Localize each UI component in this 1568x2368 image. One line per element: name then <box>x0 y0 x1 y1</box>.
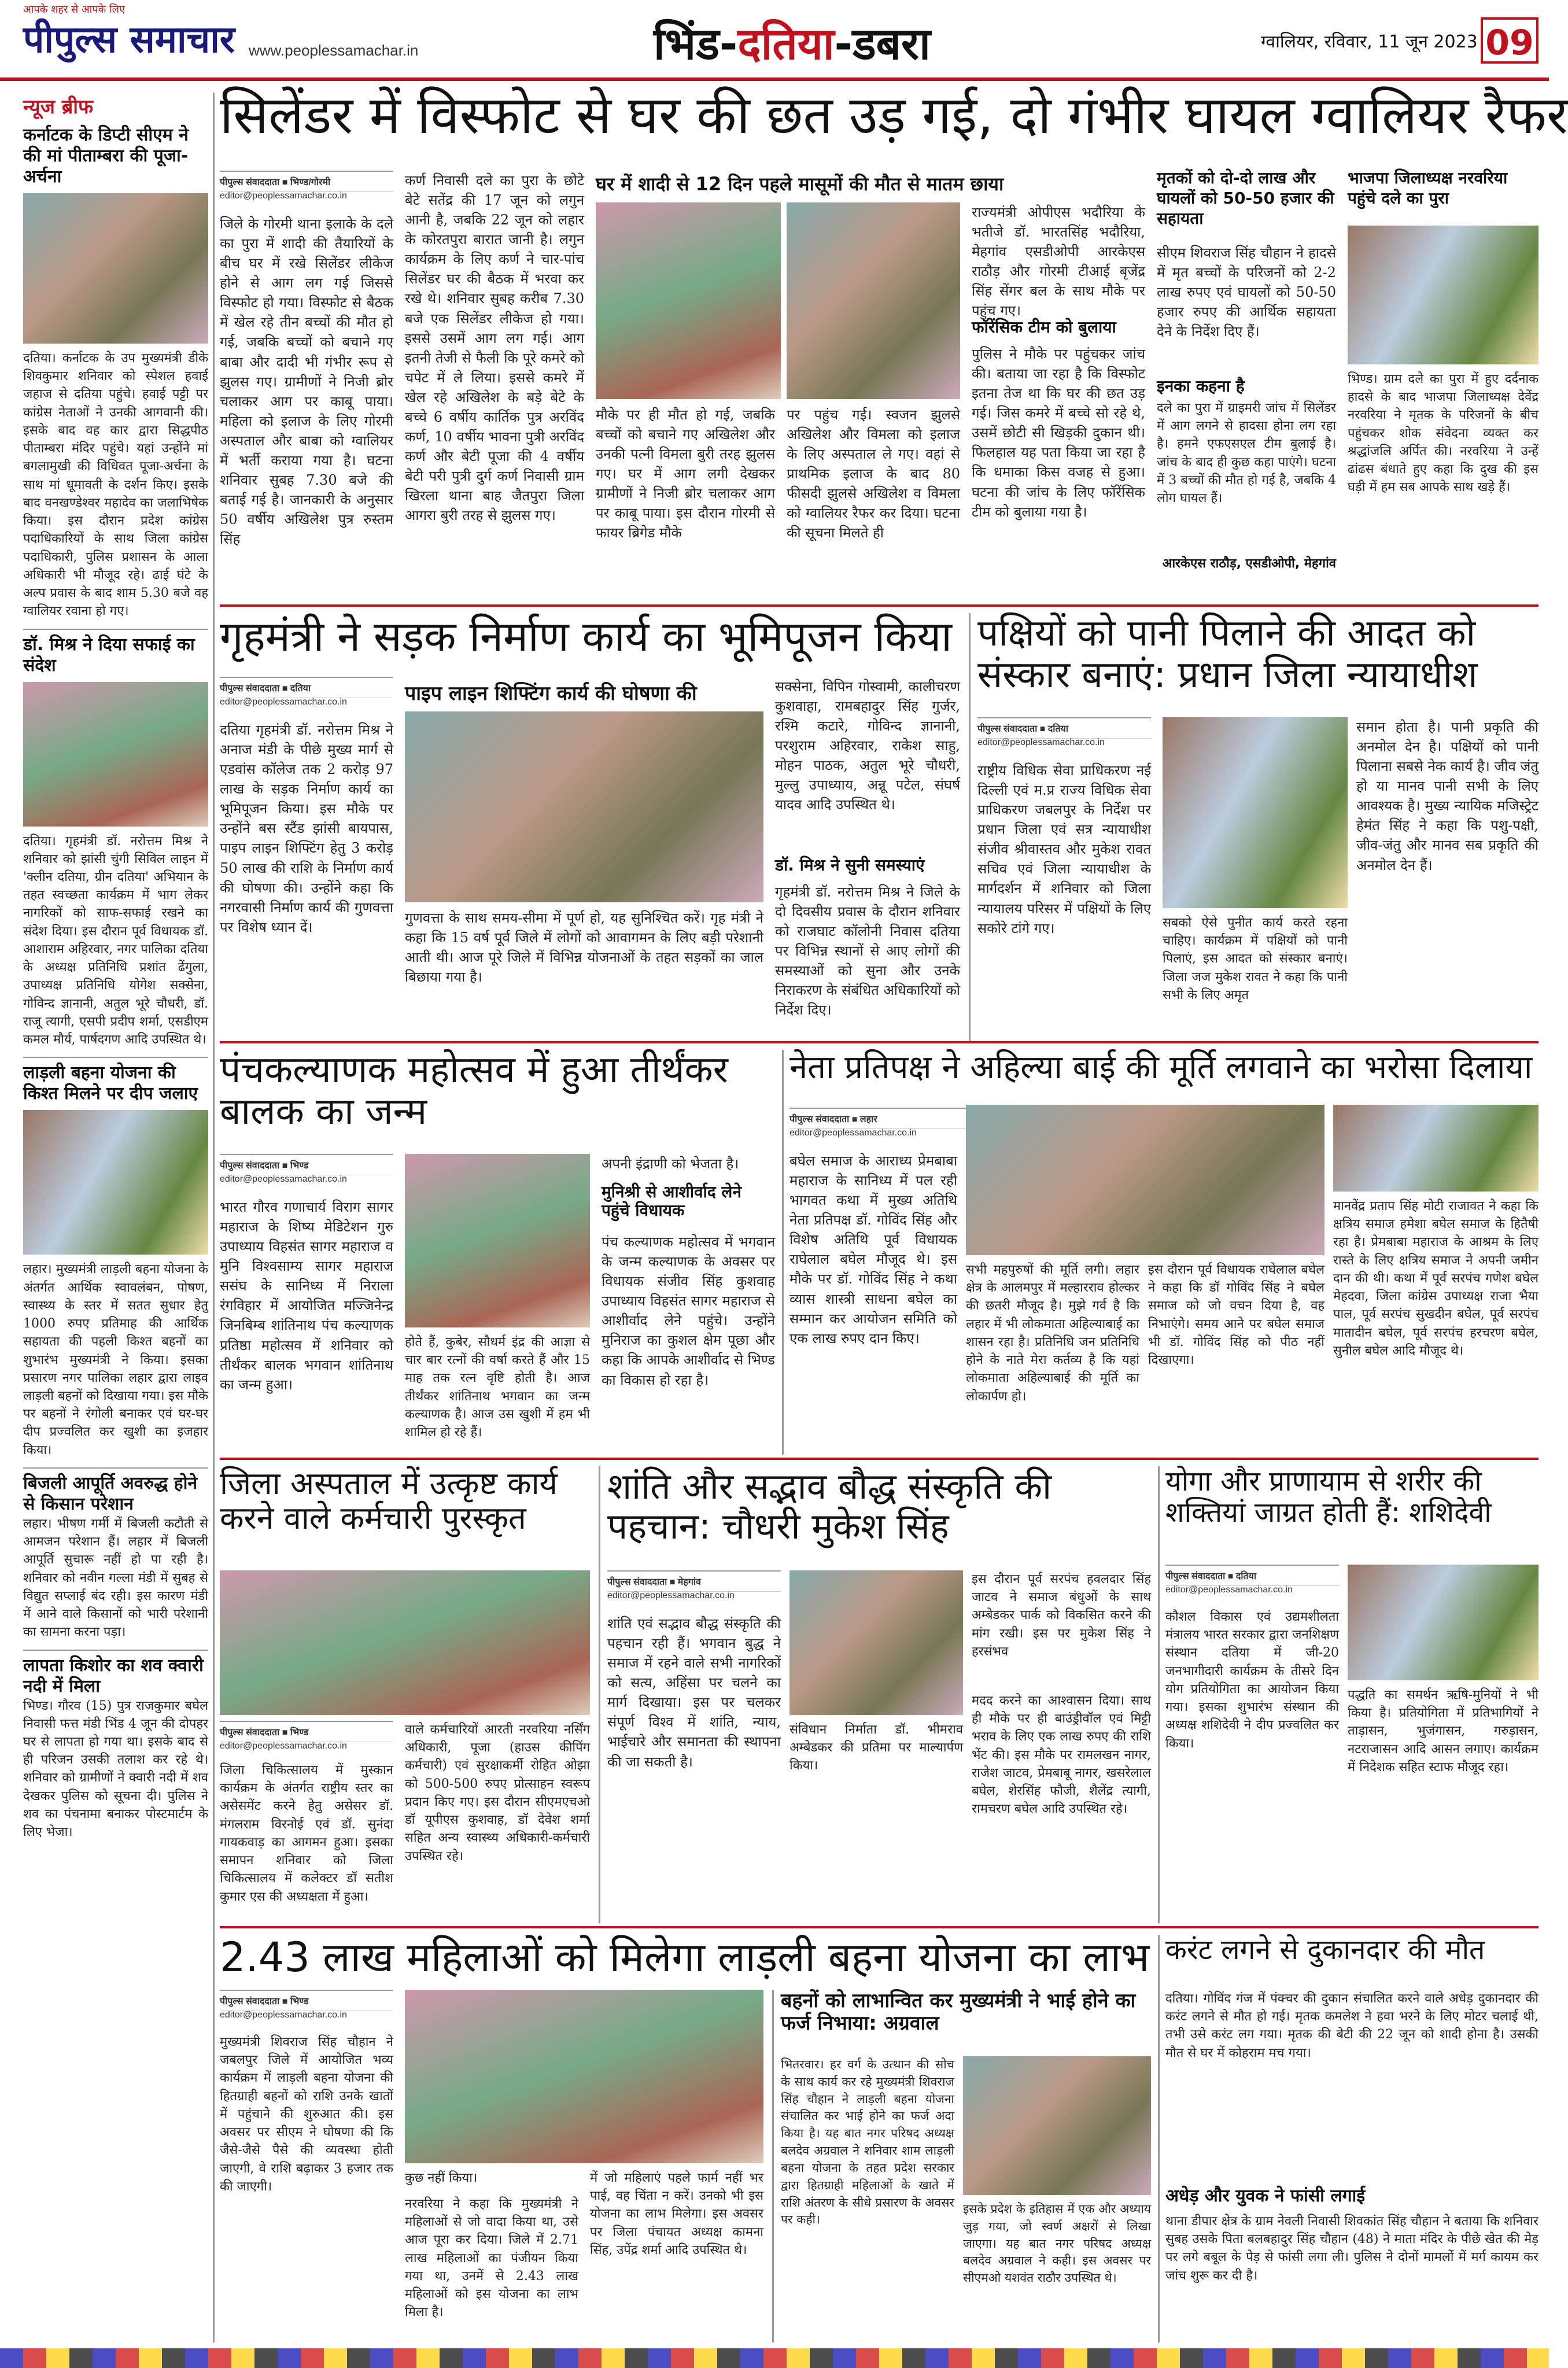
story9-photo-caption: कुछ नहीं किया। <box>405 2171 478 2185</box>
side2-head: भाजपा जिलाध्यक्ष नरवरिया पहुंचे दले का पुरा <box>1348 168 1508 208</box>
story10-text2: इसके प्रदेश के इतिहास में एक और अध्याय जुड़ गया, जो स्वर्ण अक्षरों से लिखा जाएगा। यह बात नगर परिषद अध्यक्ष बलदेव अग्रवाल ने कही। इस अवसर पर सीएमओ यशवंत राठौर उपस्थित थे। <box>963 2202 1151 2285</box>
brief-text: दतिया। कर्नाटक के उप मुख्यमंत्री डीके शिवकुमार शनिवार को स्पेशल हवाई जहाज से दतिया पहुंचे। हवाई पट्टी पर कांग्रेस नेताओं ने उनकी आगवानी की। इसके बाद वह कार द्वारा सिद्धपीठ पीताम्बरा मंदिर पहुंचे। यहां उन्होंने मां बगलामुखी की विधिवत पूजा-अर्चना के साथ मां धूमावती के दर्शन किए। इसके बाद वनखण्डेश्वर महादेव का जलाभिषेक किया। इस दौरान प्रदेश कांग्रेस पदाधिकारियों के साथ जिला कांग्रेस पदाधिकारी, पुलिस प्रशासन के आला अधिकारी भी मौजूद रहे। ढाई घंटे के अल्प प्रवास के बाद शाम 5.30 बजे वह ग्वालियर रवाना हो गए। <box>23 351 208 619</box>
story4-headline: पंचकल्याणक महोत्सव में हुआ तीर्थंकर बालक का जन्म <box>220 1049 728 1133</box>
side2-caption: भिण्ड। ग्राम दले का पुरा में हुए दर्दनाक हादसे के बाद भाजपा जिलाध्यक्ष देवेंद्र नरवरिया ने मृतक के परिजनों के बीच पहुंचकर शोक संवेदना व्यक्त कर श्रद्धांजलि अर्पित की। नरवरिया ने उन्हें ढांढस बंधाते हुए कहा कि दुख की इस घड़ी में हम सब आपके साथ खड़े हैं। <box>1348 372 1539 495</box>
story3-byline: पीपुल्स संवाददाता ■ दतिया <box>977 717 1151 739</box>
story4-subhead: मुनिश्री से आशीर्वाद लेने पहुंचे विधायक <box>602 1182 741 1220</box>
brief-head: लाड़ली बहना योजना की किश्त मिलने पर दीप जलाए <box>23 1057 208 1104</box>
lead-col2: कर्ण निवासी दले का पुरा के छोटे बेटे सतेंद्र की 17 जून को लगुन आनी है, जबकि 22 जून को लहार के कोरतपुरा बारात जानी है। लगुन कार्यक्रम के लिए कर्ण ने चार-पांच सिलेंडर घर की बैठक में भरवा कर रखे थे। शनिवार सुबह करीब 7.30 बजे एक सिलेंडर लीकेज हो गया। इससे उसमें आग लग गई। आग इतनी तेजी से फैली कि पूरे कमरे को चपेट में ले लिया। इससे कमरे में खेल रहे अखिलेश के बड़े बेटे के बच्चे 6 वर्षीय कार्तिक पुत्र अरविंद कर्ण, 10 वर्षीय भावना पुत्री अरविंद कर्ण और बेटी पूजा की 4 वर्षीय बेटी परी पुत्री दुर्ग कर्ण निवासी ग्राम खिरला थाना बाह जैतपुरा जिला आगरा बुरी तरह से झुलस गए। <box>405 172 584 524</box>
story5-email: editor@peoplessamachar.co.in <box>789 1128 917 1138</box>
story5-photo-2 <box>1333 1105 1539 1192</box>
story9-text1: मुख्यमंत्री शिवराज सिंह चौहान ने जबलपुर जिले में आयोजित भव्य कार्यक्रम में लाड़ली बहना योजना की हितग्राही बहनों को राशि उनके खातों में पहुंचाने की शुरुआत की। इस अवसर पर सीएम ने घोषणा की कि जैसे-जैसे पैसे की व्यवस्था होती जाएगी, वे राशि बढ़ाकर 3 हजार तक की जाएगी। <box>220 2035 393 2194</box>
story7-text2b: इस दौरान पूर्व सरपंच हवलदार सिंह जाटव ने समाज बंधुओं के साथ अम्बेडकर पार्क को विकसित करने की मांग रखी। इस पर मुकेश सिंह ने हरसंभव <box>972 1572 1151 1659</box>
brief-head: डॉ. मिश्र ने दिया सफाई का संदेश <box>23 629 208 676</box>
lead-side-head: मृतकों को दो-दो लाख और घायलों को 50-50 हजार की सहायता <box>1157 168 1334 228</box>
masthead <box>0 0 1549 81</box>
story8-text2: पद्धति का समर्थन ऋषि-मुनियों ने भी किया है। प्रतियोगिता में प्रतिभागियों ने ताड़ासन, भुजंगासन, गरुड़ासन, नटराजासन आदि आसन लगाए। कार्यक्रम में निदेशक सहित स्टाफ मौजूद रहा। <box>1348 1688 1539 1775</box>
column-divider <box>772 1990 774 2343</box>
story6-byline: पीपुल्स संवाददाता ■ भिण्ड <box>220 1721 393 1742</box>
lead-col5b: पुलिस ने मौके पर पहुंचकर जांच की। बताया जा रहा है कि विस्फोट इतना तेज था कि घर की छत उड़ गई। जिस कमरे में बच्चे सो रहे थे, उसमें छोटी सी खिड़की दुकान थी। फिलहाल यह पता किया जा रहा है कि धमाका किस वजह से हुआ। घटना की जांच के लिए फॉरेंसिक टीम को बुलाया गया है। <box>972 346 1145 520</box>
story11-headline: करंट लगने से दुकानदार की मौत <box>1165 1934 1485 1966</box>
story3-text2: समान होता है। पानी प्रकृति की अनमोल देन है। पक्षियों को पानी पिलाना सबसे नेक कार्य है। जीव जंतु हो या मानव पानी सभी के लिए आवश्यक है। मुख्य न्यायिक मजिस्ट्रेट हेमंत सिंह ने कहा कि पशु-पक्षी, जीव-जंतु और मानव सब प्रकृति की अनमोल देन हैं। <box>1356 719 1539 873</box>
edition-part1: भिंड- <box>654 18 738 69</box>
story4-text4: पंच कल्याणक महोत्सव में भगवान के जन्म कल्याणक के अवसर पर विधायक संजीव सिंह कुशवाह उपाध्याय विहसंत सागर महाराज से आशीर्वाद लेने पहुंचे। उन्होंने मुनिराज का कुशल क्षेम पूछा और कहा कि आपके आशीर्वाद से भिण्ड का विकास हो रहा है। <box>602 1234 775 1388</box>
column-divider <box>213 93 215 2343</box>
lead-quote-sign: आरकेएस राठौड़, एसडीओपी, मेहगांव <box>1157 555 1336 573</box>
story11-subhead: अधेड़ और युवक ने फांसी लगाई <box>1165 2186 1366 2206</box>
story2-text4: गृहमंत्री डॉ. नरोत्तम मिश्र ने जिले के दो दिवसीय प्रवास के दौरान शनिवार को राजघाट कॉलोनी निवास दतिया पर विभिन्न स्थानों से आए लोगों की समस्याओं को सुना और उनके निराकरण के संबंधित अधिकारियों को निर्देश दिए। <box>775 884 960 1019</box>
story9-headline: 2.43 लाख महिलाओं को मिलेगा लाड़ली बहना योजना का लाभ <box>220 1934 1150 1981</box>
news-brief-column <box>23 93 208 2343</box>
story7-headline: शांति और सद्भाव बौद्ध संस्कृति की पहचान: चौधरी मुकेश सिंह <box>607 1465 1052 1548</box>
lead-col4: पर पहुंच गई। स्वजन झुलसे अखिलेश और विमला को इलाज के लिए अस्पताल ले गए। वहां से प्राथमिक इलाज के बाद 80 फीसदी झुलसे अखिलेश व विमला को ग्वालियर रैफर कर दिया। घटना की सूचना मिलते ही <box>787 407 960 541</box>
brief-photo <box>23 193 208 344</box>
lead-col1: जिले के गोरमी थाना इलाके के दले का पुरा में शादी की तैयारियों के बीच घर में रखे सिलेंडर लीकेज होने से आग लग गई जिससे विस्फोट हो गया। विस्फोट से बैठक में खेल रहे तीन बच्चों की मौत हो गई, जबकि बच्चों को बचाने गए बाबा और दादी भी गंभीर रूप से झुलस गए। ग्रामीणों ने निजी ब्रोर चलाकर आग पर काबू पाया। महिला को इलाज के लिए गोरमी अस्पताल और बाबा को ग्वालियर में भर्ती कराया गया है। घटना शनिवार सुबह 7.30 बजे की बताई गई है। जानकारी के अनुसार 50 वर्षीय अखिलेश पुत्र रुस्तम सिंह <box>220 216 393 548</box>
brief-head: लापता किशोर का शव क्वारी नदी में मिला <box>23 1650 208 1697</box>
story2-text3: सक्सेना, विपिन गोस्वामी, कालीचरण कुशवाहा, रामबहादुर सिंह गुर्जर, रश्मि कटारे, गोविन्द ज्ञानानी, परशुराम अहिरवार, राकेश साहु, मोहन पाठक, अतुल भूरे चौधरी, मुल्लु उपाध्याय, अन्नू पटेल, संघर्ष यादव आदि उपस्थित थे। <box>775 678 960 813</box>
story4-text3: अपनी इंद्राणी को भेजता है। <box>602 1156 739 1172</box>
story4-text1: भारत गौरव गणाचार्य विराग सागर महाराज के शिष्य मेडिटेशन गुरु उपाध्याय विहसंत सागर महाराज व मुनि विश्वसाम्य सागर महाराज ससंघ के सानिध्य में निराला रंगविहार में आयोजित मज्जिनेन्द्र जिनबिम्ब शांतिनाथ पंच कल्याणक प्रतिष्ठा महोत्सव में शनिवार को तीर्थंकर बालक भगवान शांतिनाथ का जन्म हुआ। <box>220 1199 393 1393</box>
story8-byline: पीपुल्स संवाददाता ■ दतिया <box>1165 1565 1339 1586</box>
brief-text: भिण्ड। गौरव (15) पुत्र राजकुमार बघेल निवासी फत्त मंडी भिंड 4 जून की दोपहर घर से लापता हो गया था। इसके बाद से ही परिजन उसकी तलाश कर रहे थे। शनिवार को ग्रामीणों ने क्वारी नदी में शव देखकर पुलिस को सूचना दी। पुलिस ने शव का पंचनामा बनाकर पोस्टमार्टम के लिए भेजा। <box>23 1698 208 1840</box>
story5-text1: बघेल समाज के आराध्य प्रेमबाबा महाराज के सानिध्य में पल रही भागवत कथा में मुख्य अतिथि नेता प्रतिपक्ष डॉ. गोविंद सिंह और विशेष अतिथि पूर्व विधायक राघेलाल बघेल मौजूद थे। इस मौके पर डॉ. गोविंद सिंह ने कथा व्यास शास्त्री साधना बघेल का सम्मान कर आयोजन समिति को एक लाख रुपए दान किए। <box>789 1153 957 1347</box>
section-rule <box>220 604 1539 607</box>
lead-photo-1 <box>596 202 781 399</box>
edition-part3: -डबरा <box>834 18 931 69</box>
story3-photo <box>1163 717 1348 908</box>
brief-title: न्यूज ब्रीफ <box>23 95 94 119</box>
brief-text: दतिया। गृहमंत्री डॉ. नरोत्तम मिश्र ने शनिवार को झांसी चुंगी सिविल लाइन में 'क्लीन दतिया, ग्रीन दतिया' अभियान के तहत स्वच्छता कार्यक्रम में भाग लेकर नागरिकों को साफ-सफाई रखने का संदेश दिया। इस दौरान पूर्व विधायक डॉ. आशाराम अहिरवार, नगर पालिका दतिया के अध्यक्ष प्रतिनिधि प्रशांत ढेंगुला, उपाध्यक्ष प्रतिनिधि योगेश सक्सेना, गोविन्द ज्ञानानी, अतुल भूरे चौधरी, डॉ. राजू त्यागी, एसपी प्रदीप शर्मा, एसडीएम कमल मौर्य, पार्षदगण आदि उपस्थित थे। <box>23 833 208 1047</box>
page-number: 09 <box>1481 17 1539 64</box>
story10-headline: बहनों को लाभान्वित कर मुख्यमंत्री ने भाई होने का फर्ज निभाया: अग्रवाल <box>781 1989 1136 2035</box>
website: www.peoplessamachar.in <box>249 42 419 59</box>
brief-head: कर्नाटक के डिप्टी सीएम ने की मां पीताम्बरा की पूजा-अर्चना <box>23 125 189 187</box>
brief-text: लहार। भीषण गर्मी में बिजली कटौती से आमजन परेशान हैं। लहार में बिजली आपूर्ति सुचारू नहीं हो पा रही है। शनिवार को नवीन गल्ला मंडी में सुबह से विद्युत सप्लाई बंद रही। इस कारण मंडी में आने वाले किसानों को भारी परेशानी का सामना करना पड़ा। <box>23 1516 208 1640</box>
dateline: ग्वालियर, रविवार, 11 जून 2023 <box>1261 32 1478 52</box>
lead-photo-2 <box>787 202 960 399</box>
column-divider <box>1158 1466 1160 1923</box>
story9-email: editor@peoplessamachar.co.in <box>220 2010 347 2020</box>
section-rule <box>220 1458 1539 1460</box>
story5-text3: इस दौरान पूर्व विधायक राघेलाल बघेल ने कहा कि डॉ गोविंद सिंह ने बघेल समाज को जो वचन दिया है, वह निभाएंगे। समय आने पर बघेल समाज भी डॉ. गोविंद सिंह को पीठ नहीं दिखाएगा। <box>1148 1263 1325 1368</box>
brief-head: बिजली आपूर्ति अवरुद्ध होने से किसान परेशान <box>23 1467 208 1515</box>
story7-text3: मदद करने का आश्वासन दिया। साथ ही मौके पर ही बाउंड्रीवॉल एवं मिट्टी भराव के लिए एक लाख रुपए की राशि भेंट की। इस मौके पर रामलखन नागर, राजेश जाटव, प्रेमबाबू नागर, खसरेलाल बघेल, शेरसिंह फौजी, शैलेंद्र त्यागी, रामचरण बघेल आदि उपस्थित रहे। <box>972 1694 1151 1817</box>
edition-title <box>654 13 931 72</box>
story9-byline: पीपुल्स संवाददाता ■ भिण्ड <box>220 1990 393 2011</box>
lead-quote-head: इनका कहना है <box>1157 377 1245 396</box>
story4-text2: होते हैं, कुबेर, सौधर्म इंद्र की आज्ञा से चार बार रत्नों की वर्षा करते हैं और 15 माह तक रत्न वृष्टि होती है। आज तीर्थंकर शांतिनाथ भगवान का जन्म कल्याणक है। आज उस खुशी में हम भी शामिल हो रहे हैं। <box>405 1335 590 1440</box>
story8-photo <box>1348 1565 1539 1680</box>
story2-text1: दतिया गृहमंत्री डॉ. नरोत्तम मिश्र ने अनाज मंडी के पीछे मुख्य मार्ग से एडवांस कॉलेज तक 2 करोड़ 97 लाख के सड़क निर्माण कार्य का भूमिपूजन किया। इस मौके पर उन्होंने बस स्टैंड झांसी बायपास, पाइप लाइन शिफ्टिंग हेतु 3 करोड़ 50 लाख की राशि के निर्माण कार्य की घोषणा की। उन्होंने कहा कि नगरवासी निर्माण कार्य की गुणवत्ता पर विशेष ध्यान दें। <box>220 722 393 935</box>
story2-text2: गुणवत्ता के साथ समय-सीमा में पूर्ण हो, यह सुनिश्चित करें। गृह मंत्री ने कहा कि 15 वर्ष पूर्व जिले में लोगों को आवागमन के लिए बड़ी परेशानी आती थी। आज पूरे जिले में विभिन्न योजनाओं के तहत सड़कों का जाल बिछाया गया है। <box>405 910 763 986</box>
brief-photo <box>23 1110 208 1255</box>
logo <box>23 3 235 63</box>
story8-email: editor@peoplessamachar.co.in <box>1165 1585 1293 1595</box>
column-divider <box>1158 1935 1160 2343</box>
lead-quote: दले का पुरा में ग्राइमरी जांच में सिलेंडर में आग लगने से हादसा होना लग रहा है। हमने एफएसएल टीम बुलाई है। जांच के बाद ही कुछ कहा पाएंगे। घटना में 3 बच्चों की मौत हो गई है, जबकि 4 लोग घायल हैं। <box>1157 401 1336 506</box>
side2-photo <box>1348 226 1539 364</box>
lead-photo-title: घर में शादी से 12 दिन पहले मासूमों की मौत से मातम छाया <box>596 173 1004 195</box>
story6-text1: जिला चिकित्सालय में मुस्कान कार्यक्रम के अंतर्गत राष्ट्रीय स्तर का असेसमेंट करने हेतु असेसर डॉ. मंगलराम विरनोई एवं डॉ. सुनंदा गायकवाड़ का आगमन हुआ। इसका समापन शनिवार को जिला चिकित्सालय में कलेक्टर डॉ सतीश कुमार एस की अध्यक्षता में हुआ। <box>220 1763 393 1904</box>
story6-email: editor@peoplessamachar.co.in <box>220 1741 347 1751</box>
story3-email: editor@peoplessamachar.co.in <box>977 737 1105 747</box>
lead-email: editor@peoplessamachar.co.in <box>220 191 347 201</box>
lead-headline: सिलेंडर में विस्फोट से घर की छत उड़ गई, दो गंभीर घायल ग्वालियर रैफर <box>220 85 1568 146</box>
section-rule <box>220 1926 1539 1928</box>
story7-text2: संविधान निर्माता डॉ. भीमराव अम्बेडकर की प्रतिमा पर माल्यार्पण किया। <box>789 1722 963 1773</box>
story2-headline: गृहमंत्री ने सड़क निर्माण कार्य का भूमिपूजन किया <box>220 612 952 661</box>
story3-headline: पक्षियों को पानी पिलाने की आदत को संस्कार बनाएं: प्रधान जिला न्यायाधीश <box>977 612 1478 696</box>
story2-email: editor@peoplessamachar.co.in <box>220 697 347 707</box>
story5-text4: मानवेंद्र प्रताप सिंह मोटी राजावत ने कहा कि क्षत्रिय समाज हमेशा बघेल समाज के हितैषी रहा है। प्रेमबाबा महाराज के आश्रम के लिए रास्ते के लिए क्षत्रिय समाज ने अपनी जमीन दान की थी। कथा में पूर्व सरपंच गणेश बघेल मेहदवा, जिला कांग्रेस उपाध्यक्ष राजा भैया पाल, पूर्व सरपंच सुखदीन बघेल, पूर्व सरपंच मातादीन बघेल, पूर्व सरपंच हरचरण बघेल, सुनील बघेल आदि मौजूद थे। <box>1333 1199 1539 1358</box>
story5-text2: सभी महपुरुषों की मूर्ति लगी। लहार क्षेत्र के आलमपुर में मल्हारराव होल्कर की छतरी मौजूद है। मुझे गर्व है कि लहार में भी लोकमाता अहिल्याबाई का शासन रहा है। प्रतिनिधि जन प्रतिनिधि होने के नाते मेरा कर्तव्य है कि यहां लोकमाता अहिल्याबाई की मूर्ति का लोकार्पण हो। <box>966 1263 1139 1404</box>
story10-photo <box>963 2056 1151 2195</box>
section-rule <box>220 1041 1539 1043</box>
story6-photo <box>220 1570 590 1715</box>
lead-side-text: सीएम शिवराज सिंह चौहान ने हादसे में मृत बच्चों के परिजनों को 2-2 लाख रुपए एवं घायलों को 50-50 हजार रुपए की आर्थिक सहायता देने के निर्देश दिए हैं। <box>1157 245 1336 340</box>
story4-photo <box>405 1154 590 1327</box>
story5-byline: पीपुल्स संवाददाता ■ लहार <box>789 1108 1137 1129</box>
story4-email: editor@peoplessamachar.co.in <box>220 1174 347 1184</box>
lead-byline: पीपुल्स संवाददाता ■ भिण्ड/गोरमी <box>220 171 393 192</box>
story2-photo-title: पाइप लाइन शिफ्टिंग कार्य की घोषणा की <box>405 682 697 705</box>
story7-photo <box>789 1570 963 1715</box>
story11-text1: दतिया। गोविंद गंज में पंक्चर की दुकान संचालित करने वाले अधेड़ दुकानदार की करंट लगने से मौत हो गई। मृतक कमलेश ने हवा भरने के लिए मोटर चलाई थी, तभी उसे करंट लग गया। मृतक की बेटी की 22 जून को शादी होना है। उसकी मौत से घर में कोहराम मच गया। <box>1165 1991 1539 2060</box>
story2-photo <box>405 711 763 902</box>
story5-headline: नेता प्रतिपक्ष ने अहिल्या बाई की मूर्ति लगवाने का भरोसा दिलाया <box>789 1049 1533 1086</box>
story9-text2: नरवरिया ने कहा कि मुख्यमंत्री ने महिलाओं से जो वादा किया था, उसे आज पूरा कर दिया। जिले में 2.71 लाख महिलाओं का पंजीयन किया गया था, उनमें से 2.43 लाख महिलाओं को इस योजना का लाभ मिला है। <box>405 2197 578 2320</box>
story2-byline: पीपुल्स संवाददाता ■ दतिया <box>220 677 393 698</box>
edition-part2: दतिया <box>737 18 835 69</box>
lead-col5: राज्यमंत्री ओपीएस भदौरिया के भतीजे डॉ. भारतसिंह भदौरिया, मेहगांव एसडीओपी आरकेएस राठौड़ और गोरमी टीआई बृजेंद्र सिंह सेंगर बल के साथ मौके पर पहुंच गए। <box>972 204 1145 319</box>
story6-headline: जिला अस्पताल में उत्कृष्ट कार्य करने वाले कर्मचारी पुरस्कृत <box>220 1465 558 1537</box>
lead-col3: मौके पर ही मौत हो गई, जबकि बच्चों को बचाने गए अखिलेश और उनकी पत्नी विमला बुरी तरह झुलस गए। घर में आग लगी देखकर ग्रामीणों ने निजी ब्रोर चलाकर आग पर काबू पाया। इस दौरान गोरमी से फायर ब्रिगेड मौके <box>596 407 775 541</box>
story11-text2: थाना डीपार क्षेत्र के ग्राम नेवली निवासी शिवकांत सिंह चौहान ने बताया कि शनिवार सुबह उसके पिता बलबहादुर सिंह चौहान (48) ने माता मंदिर के पीछे खेत की मेड़ पर लगे बबूल के पेड़ से फांसी लगा ली। पुलिस ने दोनों मामलों में मर्ग कायम कर जांच शुरू कर दी है। <box>1165 2214 1539 2283</box>
column-divider <box>782 1050 784 1455</box>
column-divider <box>969 613 971 1041</box>
story3-text1: राष्ट्रीय विधिक सेवा प्राधिकरण नई दिल्ली एवं म.प्र राज्य विधिक सेवा प्राधिकरण जबलपुर के निर्देश पर प्रधान जिला एवं सत्र न्यायाधीश संजीव श्रीवास्तव और मुकेश रावत सचिव एवं जिला न्यायाधीश के मार्गदर्शन में शनिवार को जिला न्यायालय परिसर में पक्षियों के लिए सकोरे टांगे गए। <box>977 762 1151 936</box>
print-color-bar <box>0 2348 1549 2368</box>
lead-subhead: फॉरेंसिक टीम को बुलाया <box>972 318 1116 337</box>
column-divider <box>599 1466 600 1923</box>
story9-photo <box>405 1990 763 2163</box>
story4-byline: पीपुल्स संवाददाता ■ भिण्ड <box>220 1154 393 1175</box>
story6-text2: वाले कर्मचारियों आरती नरवरिया नर्सिंग अधिकारी, पूजा (हाउस कीपिंग कर्मचारी) एवं सुरक्षाकर्मी रोहित ओझा को 500-500 रुपए प्रोत्साहन स्वरूप प्रदान किए गए। इस दौरान सीएमएचओ डॉ यूपीएस कुशवाह, डॉ देवेश शर्मा सहित अन्य स्वास्थ्य अधिकारी-कर्मचारी उपस्थित रहे। <box>405 1722 590 1864</box>
story8-headline: योगा और प्राणायाम से शरीर की शक्तियां जाग्रत होती हैं: शशिदेवी <box>1165 1465 1492 1529</box>
story9-text3: में जो महिलाएं पहले फार्म नहीं भर पाई, वह चिंता न करें। उनको भी इस योजना का लाभ मिलेगा। इस अवसर पर जिला पंचायत अध्यक्ष कामना सिंह, उपेंद्र शर्मा आदि उपस्थित थे। <box>590 2171 763 2258</box>
logo-text: पीपुल्स समाचार <box>23 19 235 61</box>
story7-text1: शांति एवं सद्भाव बौद्ध संस्कृति की पहचान रही हैं। भगवान बुद्ध ने समाज में रहने वाले सभी नागरिकों को सत्य, अहिंसा पर चलने का मार्ग दिखाया। इस पर चलकर संपूर्ण विश्व में शांति, न्याय, भाईचारे और समानता की स्थापना की जा सकती है। <box>607 1615 781 1770</box>
tagline: आपके शहर से आपके लिए <box>23 3 125 16</box>
story2-subhead: डॉ. मिश्र ने सुनी समस्याएं <box>775 855 925 875</box>
story8-text1: कौशल विकास एवं उद्यमशीलता मंत्रालय भारत सरकार द्वारा जनशिक्षण संस्थान दतिया में जी-20 जनभागीदारी कार्यक्रम के तीसरे दिन योग प्रतियोगिता का आयोजन किया गया। इसका शुभारंभ संस्थान की अध्यक्ष शशिदेवी ने दीप प्रज्वलित कर किया। <box>1165 1610 1339 1751</box>
story5-photo <box>966 1105 1325 1255</box>
brief-text: लहार। मुख्यमंत्री लाड़ली बहना योजना के अंतर्गत आर्थिक स्वावलंबन, पोषण, स्वास्थ्य के स्तर में सतत सुधार हेतु 1000 रुपए प्रतिमाह की आर्थिक सहायता की पहली किश्त बहनों का शुभारंभ मुख्यमंत्री ने किया। इसका प्रसारण नगर पालिका लहार द्वारा लाइव लाड़ली बहनों को दिखाया गया। इस मौके पर बहनों ने रंगोली बनाकर एवं घर-घर दीप प्रज्वलित कर खुशी का इजहार किया। <box>23 1262 208 1458</box>
story10-text1: भितरवार। हर वर्ग के उत्थान की सोच के साथ कार्य कर रहे मुख्यमंत्री शिवराज सिंह चौहान ने लाड़ली बहना योजना संचालित कर भाई होने का फर्ज अदा किया है। यह बात नगर परिषद अध्यक्ष बलदेव अग्रवाल ने शनिवार शाम लाड़ली बहना योजना के तहत प्रदेश सरकार द्वारा हितग्राही महिलाओं के खाते में राशि अंतरण के सीधे प्रसारण के अवसर पर कही। <box>781 2057 954 2227</box>
story7-byline: पीपुल्स संवाददाता ■ मेहगांव <box>607 1570 781 1592</box>
brief-photo <box>23 682 208 827</box>
story7-email: editor@peoplessamachar.co.in <box>607 1591 735 1600</box>
story3-photo-caption: सबको ऐसे पुनीत कार्य करते रहना चाहिए। कार्यक्रम में पक्षियों को पानी पिलाएं, इस आदत को संस्कार बनाएं। जिला जज मुकेश रावत ने कहा कि पानी सभी के लिए अमृत <box>1163 916 1348 1002</box>
